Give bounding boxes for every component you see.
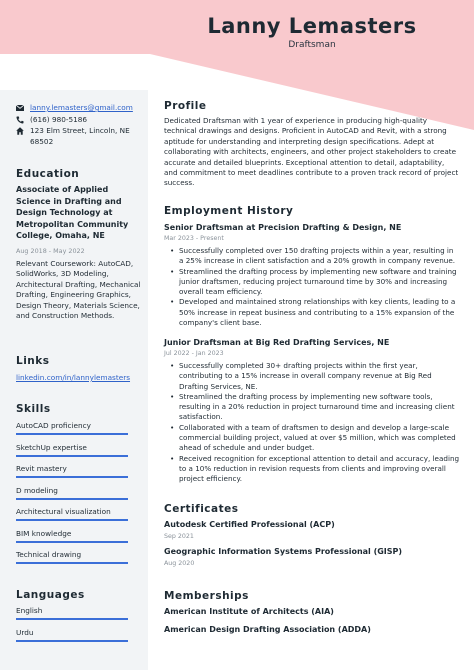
- contact-address: [16, 126, 144, 147]
- employment-heading: Employment History: [164, 205, 294, 217]
- education-heading: Education: [16, 168, 80, 180]
- language-label: Urdu: [16, 628, 34, 637]
- skill-label: Revit mastery: [16, 464, 67, 473]
- profile-summary: Dedicated Draftsman with 1 year of experience in producing high-quality technical drawings and designs. Proficient in AutoCAD and Revit, with a strong aptitude for understanding and interpreting design specifications. Adept at collaborating with architects, engineers, and other project stakeholders to create accurate and detailed blueprints. Exceptional attention to detail, adaptability, and commitment to meet deadlines contribute to a proven track record of project success.: [164, 116, 459, 188]
- skill-bar: [16, 498, 128, 500]
- education-degree: Associate of Applied Science in Drafting and Design Technology at Metropolitan Community College, Omaha, NE: [16, 185, 129, 240]
- list-item: • Successfully completed over 150 drafting projects within a year, resulting in a 25% increase in client satisfaction and a 20% growth in company revenue.: [170, 246, 460, 267]
- language-bar: [16, 640, 128, 642]
- skill-bar-fill: [16, 562, 128, 564]
- envelope-icon: [16, 103, 24, 113]
- job-title-2: Junior Draftsman at Big Red Drafting Services, NE: [164, 338, 390, 347]
- skill-bar-fill: [16, 476, 128, 478]
- profile-heading: Profile: [164, 100, 207, 112]
- skill-item: [16, 443, 128, 457]
- phone-icon: [16, 115, 24, 125]
- skill-bar: [16, 455, 128, 457]
- job-title-1: Senior Draftsman at Precision Drafting & Design, NE: [164, 223, 402, 232]
- list-item: • Streamlined the drafting process by implementing new software and training junior draftsmen, reducing project turnaround time by 30% and increasing overall team efficiency.: [170, 267, 460, 298]
- list-item: • Streamlined the drafting process by implementing new software tools, resulting in a 20% reduction in project turnaround time and increasing client satisfaction.: [170, 392, 460, 423]
- membership-item: American Design Drafting Association (ADDA): [164, 625, 371, 634]
- skill-label: BIM knowledge: [16, 529, 72, 538]
- language-bar-fill: [16, 640, 128, 642]
- skill-label: Technical drawing: [16, 550, 82, 559]
- certificate-title: Autodesk Certified Professional (ACP): [164, 520, 335, 529]
- linkedin-link[interactable]: linkedin.com/in/lannylemasters: [16, 373, 131, 382]
- skill-item: [16, 529, 128, 543]
- address-text: 123 Elm Street, Lincoln, NE 68502: [30, 126, 130, 146]
- list-item: • Collaborated with a team of draftsmen to design and develop a large-scale commercial building project, valued at over $5 million, which was completed ahead of schedule and under budget.: [170, 423, 460, 454]
- home-icon: [16, 126, 24, 136]
- phone-number: (616) 980-5186: [30, 115, 88, 124]
- skill-bar: [16, 541, 128, 543]
- email-link[interactable]: lanny.lemasters@gmail.com: [30, 103, 133, 112]
- skill-label: AutoCAD proficiency: [16, 421, 91, 430]
- skill-bar: [16, 519, 128, 521]
- job-bullets-1: [170, 246, 460, 328]
- skill-label: D modeling: [16, 486, 58, 495]
- education-coursework: Relevant Coursework: AutoCAD, SolidWorks, 3D Modeling, Architectural Drafting, Mechanical Drafting, Engineering Graphics, Design Theory, Materials Science, and Construction Methods.: [16, 259, 141, 321]
- contact-phone: [16, 115, 144, 126]
- skill-bar: [16, 476, 128, 478]
- certificate-date: Sep 2021: [164, 533, 194, 540]
- job-title: Draftsman: [288, 40, 336, 50]
- list-item: • Developed and maintained strong relationships with key clients, leading to a 50% increase in repeat business and contributing to a 15% expansion of the company's client base.: [170, 297, 460, 328]
- skill-item: [16, 464, 128, 478]
- skill-bar-fill: [16, 519, 128, 521]
- skill-bar-fill: [16, 541, 128, 543]
- links-heading: Links: [16, 355, 50, 367]
- language-item: [16, 606, 128, 620]
- candidate-name: Lanny Lemasters: [207, 14, 417, 38]
- membership-item: American Institute of Architects (AIA): [164, 607, 334, 616]
- certificates-heading: Certificates: [164, 503, 239, 515]
- skill-item: [16, 486, 128, 500]
- list-item: • Successfully completed 30+ drafting projects within the first year, contributing to a 15% increase in overall company revenue at Big Red Drafting Services, NE.: [170, 361, 460, 392]
- job-bullets-2: [170, 361, 460, 485]
- certificate-date: Aug 2020: [164, 560, 195, 567]
- skill-item: [16, 421, 128, 435]
- job-dates-2: Jul 2022 - Jan 2023: [164, 350, 224, 357]
- skill-bar-fill: [16, 498, 128, 500]
- skill-bar-fill: [16, 433, 128, 435]
- education-dates: Aug 2018 - May 2022: [16, 247, 85, 255]
- language-bar-fill: [16, 618, 128, 620]
- certificate-title: Geographic Information Systems Professional (GISP): [164, 547, 403, 556]
- skill-bar: [16, 433, 128, 435]
- job-dates-1: Mar 2023 - Present: [164, 235, 224, 242]
- skill-item: [16, 507, 128, 521]
- skill-bar-fill: [16, 455, 128, 457]
- list-item: • Received recognition for exceptional attention to detail and accuracy, leading to a 10% reduction in revision requests from clients and improving overall project efficiency.: [170, 454, 460, 485]
- skill-label: SketchUp expertise: [16, 443, 87, 452]
- languages-heading: Languages: [16, 589, 85, 601]
- language-label: English: [16, 606, 43, 615]
- skills-heading: Skills: [16, 403, 51, 415]
- language-bar: [16, 618, 128, 620]
- skill-item: [16, 550, 128, 564]
- skill-bar: [16, 562, 128, 564]
- skill-label: Architectural visualization: [16, 507, 111, 516]
- contact-email: [16, 103, 144, 114]
- language-item: [16, 628, 128, 642]
- memberships-heading: Memberships: [164, 590, 249, 602]
